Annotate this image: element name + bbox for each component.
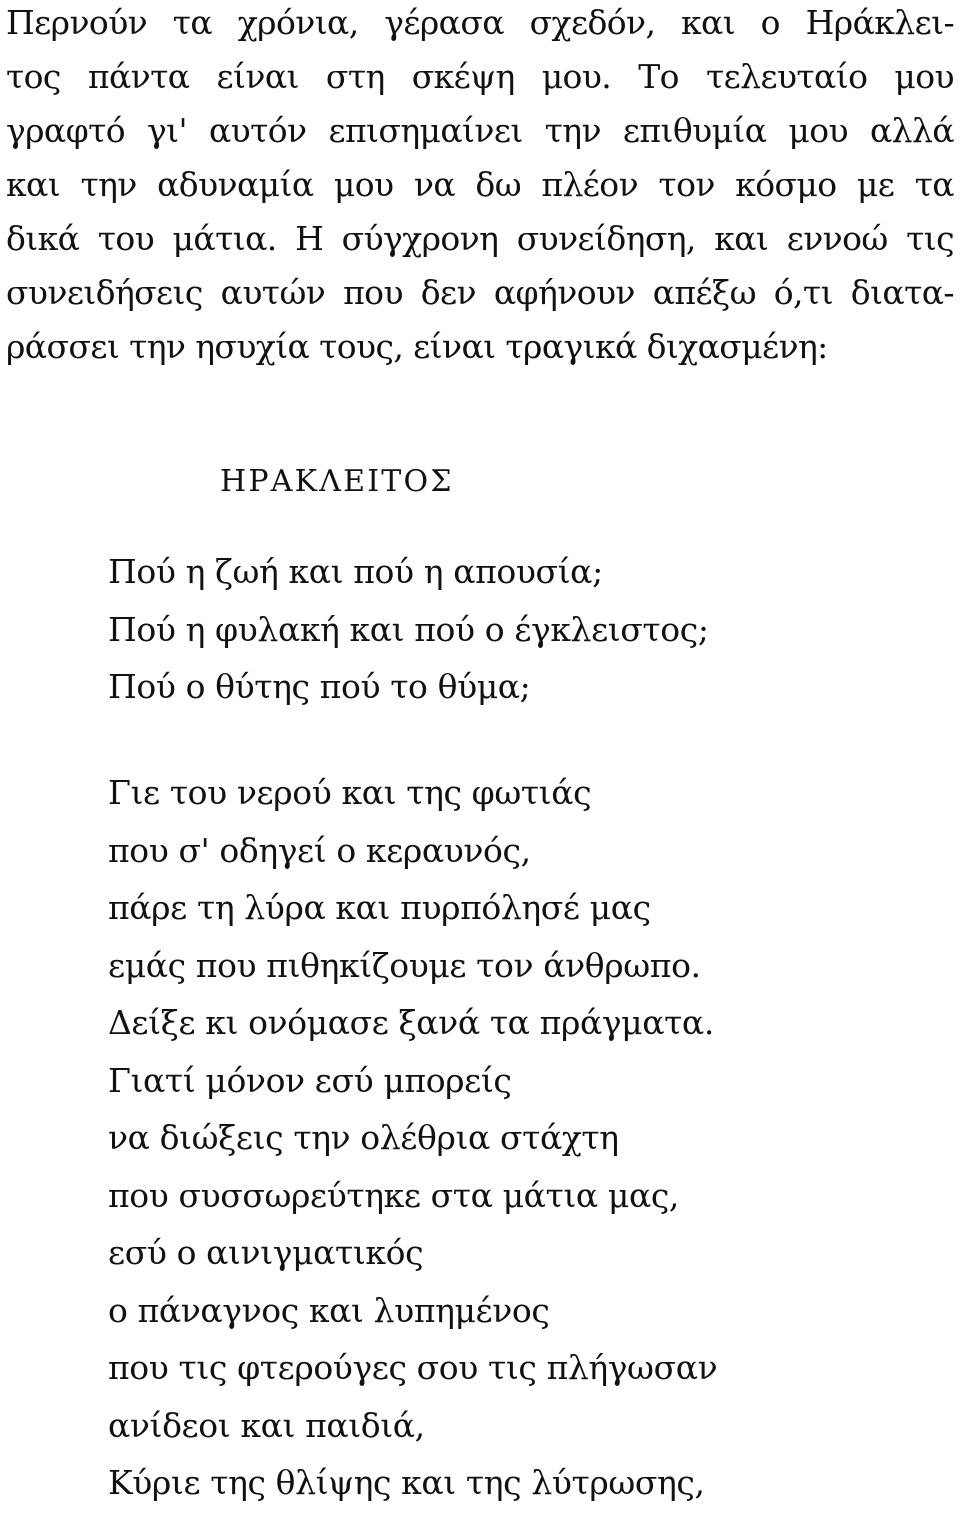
poem-line: Πού η ζωή και πού η απουσία; xyxy=(108,552,603,591)
prose-line: συνειδήσεις αυτών που δεν αφήνουν απέξω ό,τι διατα- xyxy=(6,273,954,312)
poem-stanza-1 xyxy=(108,547,709,720)
poem-line: Δείξε κι ονόμασε ξανά τα πράγματα. xyxy=(108,1003,714,1042)
poem-title: ΗΡΑΚΛΕΙΤΟΣ xyxy=(220,464,454,499)
prose-line: Περνούν τα χρόνια, γέρασα σχεδόν, και ο Ηράκλει- xyxy=(6,3,954,42)
poem-line: ανίδεοι και παιδιά, xyxy=(108,1405,425,1445)
prose-line: τος πάντα είναι στη σκέψη μου. Το τελευταίο μου xyxy=(6,57,954,96)
prose-line: και την αδυναμία μου να δω πλέον τον κόσμο με τα xyxy=(6,165,954,204)
poem-line: Γιατί μόνον εσύ μπορείς xyxy=(108,1060,512,1100)
poem-line: που συσσωρεύτηκε στα μάτια μας, xyxy=(108,1175,680,1215)
prose-line: ράσσει την ησυχία τους, είναι τραγικά διχασμένη: xyxy=(6,327,828,366)
prose-line: δικά του μάτια. Η σύγχρονη συνείδηση, και εννοώ τις xyxy=(6,219,954,258)
poem-line: Πού ο θύτης πού το θύμα; xyxy=(108,667,531,706)
poem-line: να διώξεις την ολέθρια στάχτη xyxy=(108,1118,619,1157)
poem-line: που τις φτερούγες σου τις πλήγωσαν xyxy=(108,1348,718,1387)
prose-line: γραφτό γι' αυτόν επισημαίνει την επιθυμία μου αλλά xyxy=(6,111,954,150)
poem-line: εμάς που πιθηκίζουμε τον άνθρωπο. xyxy=(108,945,701,985)
poem-line: Κύριε της θλίψης και της λύτρωσης, xyxy=(108,1463,705,1502)
poem-line: που σ' οδηγεί ο κεραυνός, xyxy=(108,830,531,870)
poem-stanza-2 xyxy=(108,768,717,1516)
poem-line: Γιε του νερού και της φωτιάς xyxy=(108,773,592,812)
poem-line: ο πάναγνος και λυπημένος xyxy=(108,1290,550,1330)
poem-line: πάρε τη λύρα και πυρπόλησέ μας xyxy=(108,888,651,927)
poem-line: Πού η φυλακή και πού ο έγκλειστος; xyxy=(108,609,709,649)
poem-line: εσύ ο αινιγματικός xyxy=(108,1233,424,1272)
prose-paragraph xyxy=(6,0,954,378)
